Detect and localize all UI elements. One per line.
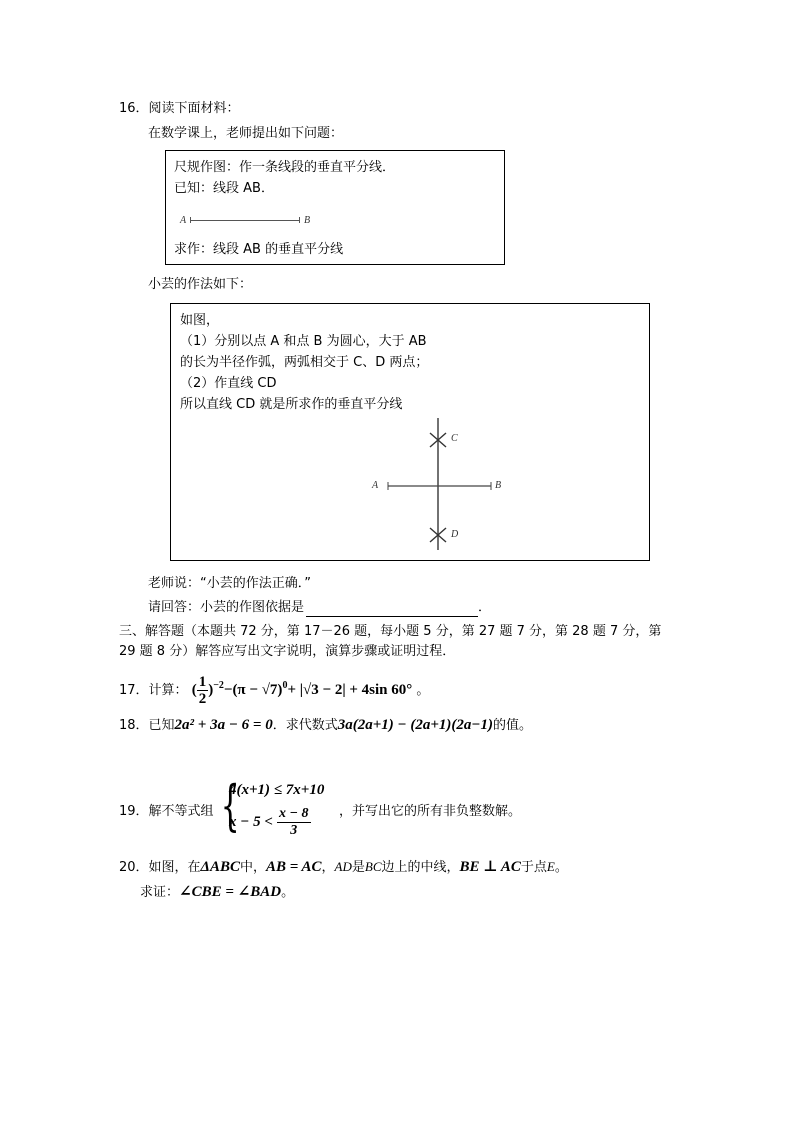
q19-inequality-2 [229,806,311,839]
q18-mid: ．求代数式 [272,718,338,733]
q20-t1: 中， [239,860,266,875]
q18-label: 18．已知 [119,718,175,733]
q20-ad: AD [334,859,352,874]
q17-exp2: 0 [282,680,288,691]
q19-ineq2-den: 3 [290,823,298,838]
construction-figure [366,412,506,552]
q17-label: 17．计算： [119,683,188,698]
q20-point-e: E [546,859,555,874]
q19-ineq2-left: x − 5 < [229,814,273,830]
q18-end: 的值。 [493,718,533,733]
q20-label: 20．如图，在 [119,860,201,875]
method-line4: （2）作直线 CD [180,376,277,391]
answer-blank[interactable] [306,602,478,617]
q18 [119,716,532,735]
q20-prove-label: 求证： [140,885,180,900]
q20-bc: BC [364,859,382,874]
q16-question [148,599,491,617]
segment-label-a: A [180,215,187,226]
method-line1: 如图， [180,313,220,328]
method-line5: 所以直线 CD 就是所求作的垂直平分线 [180,397,403,412]
q20-prove-end: 。 [281,885,295,900]
q17-part2: −(π − √7) [223,682,283,698]
q20-t3: 是 [351,860,365,875]
q17-frac-den: 2 [198,691,207,708]
teacher-comment: 老师说：“小芸的作法正确．” [148,576,311,591]
fig-label-a: A [372,480,379,491]
fig-label-b: B [495,480,502,491]
problem-line1: 尺规作图：作一条线段的垂直平分线． [174,160,396,175]
q18-expression: 3a(2a+1) − (2a+1)(2a−1) [337,717,493,733]
fig-label-c: C [451,433,458,444]
segment-tick-b [299,217,300,223]
method-intro: 小芸的作法如下： [148,277,253,292]
q17-exp1: −2 [213,680,224,691]
q16-title: 16．阅读下面材料： [119,101,240,116]
problem-line2: 已知：线段 AB． [174,181,274,196]
q20-t6: 。 [554,860,568,875]
section3-line2: 29 题 8 分）解答应写出文字说明，演算步骤或证明过程． [119,644,456,659]
q20 [119,858,568,877]
q20-t4: 边上的中线， [381,860,460,875]
q20-prove-statement: ∠CBE = ∠BAD [179,884,282,900]
segment-tick-a [190,217,191,223]
q16-question-text: 请回答：小芸的作图依据是 [148,600,305,615]
q18-condition: 2a² + 3a − 6 = 0 [174,717,273,733]
method-box [170,303,650,561]
q19-ineq2-num: x − 8 [279,806,309,821]
q16-question-end: ． [478,600,492,615]
q16-intro: 在数学课上，老师提出如下问题： [148,126,344,141]
q20-perpendicular: BE ⊥ AC [459,859,521,875]
q20-triangle: ΔABC [200,859,240,875]
q20-prove [140,883,294,902]
q20-equal-sides: AB = AC [265,859,322,875]
method-line3: 的长为半径作弧，两弧相交于 C、D 两点； [180,355,429,370]
q19-label: 19．解不等式组 [119,804,214,819]
section3-line1: 三、解答题（本题共 72 分，第 17－26 题，每小题 5 分，第 27 题 7 分，第 28 题 7 分，第 [119,624,662,639]
q20-t5: 于点 [520,860,547,875]
fig-label-d: D [451,529,459,540]
problem-line3: 求作：线段 AB 的垂直平分线 [174,242,344,257]
q19-brace: { [220,774,240,837]
q17-part3: + |√3 − 2| + 4sin 60° [287,682,413,698]
method-line2: （1）分别以点 A 和点 B 为圆心，大于 AB [180,334,427,349]
q17-end: 。 [416,683,430,698]
problem-box [165,150,505,265]
q20-t2: ， [321,860,335,875]
segment-ab [190,220,300,221]
q19-end: ，并写出它的所有非负整数解。 [339,804,522,819]
q17 [119,668,430,708]
q19-inequality-1: 4(x+1) ≤ 7x+10 [229,782,325,798]
q17-frac-num: 1 [198,674,207,691]
segment-label-b: B [304,215,311,226]
q17-expression: ( $\frac{1}{2}$ )$^{-2}-(\pi - √7)^0+ |√3 - 2| + 4\sin$ 60° [191,674,413,708]
